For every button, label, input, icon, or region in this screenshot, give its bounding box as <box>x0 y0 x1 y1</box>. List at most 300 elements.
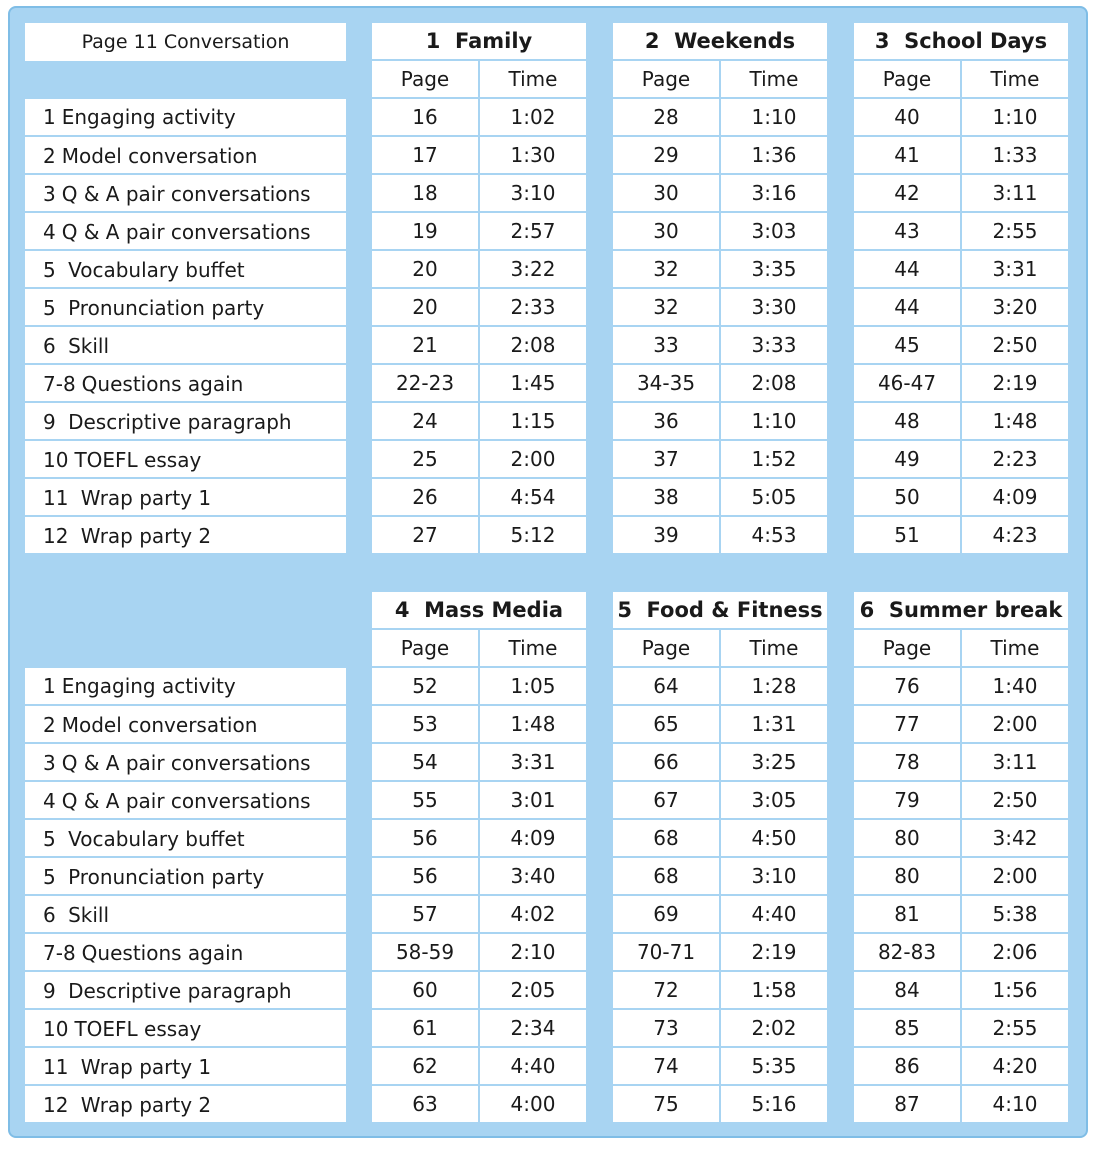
table-row <box>372 439 586 477</box>
page-cell: 73 <box>613 1010 721 1046</box>
page-cell: 50 <box>854 479 962 515</box>
table-row <box>613 249 827 287</box>
time-cell: 2:23 <box>992 447 1038 471</box>
unit-title: 4 Mass Media <box>372 592 586 630</box>
time-cell: 2:10 <box>510 940 556 964</box>
activity-label: Wrap party 1 <box>74 1055 212 1079</box>
page-cell: 56 <box>372 820 480 856</box>
table-row <box>854 325 1068 363</box>
time-cell: 2:00 <box>510 447 556 471</box>
activity-label: Engaging activity <box>61 105 236 129</box>
time-cell: 4:23 <box>992 523 1038 547</box>
time-cell: 4:02 <box>510 902 556 926</box>
time-cell: 1:36 <box>751 143 797 167</box>
activity-list-2 <box>25 668 346 1122</box>
activity-number: 6 <box>43 334 56 358</box>
activity-number: 1 <box>43 105 56 129</box>
table-row <box>854 97 1068 135</box>
time-cell: 1:10 <box>992 105 1038 129</box>
time-cell: 2:50 <box>992 788 1038 812</box>
page-cell: 32 <box>613 289 721 325</box>
table-row <box>854 932 1068 970</box>
page-cell: 62 <box>372 1048 480 1084</box>
time-cell: 1:15 <box>510 409 556 433</box>
page-cell: 54 <box>372 744 480 780</box>
page-column-header: Page <box>372 61 480 97</box>
page-cell: 37 <box>613 441 721 477</box>
table-row <box>372 818 586 856</box>
page-cell: 44 <box>854 289 962 325</box>
table-row <box>613 515 827 553</box>
page-cell: 69 <box>613 896 721 932</box>
table-row <box>854 894 1068 932</box>
page-cell: 20 <box>372 251 480 287</box>
time-cell: 5:38 <box>992 902 1038 926</box>
page-cell: 21 <box>372 327 480 363</box>
time-cell: 2:50 <box>992 333 1038 357</box>
table-row <box>372 477 586 515</box>
page-cell: 38 <box>613 479 721 515</box>
page-cell: 49 <box>854 441 962 477</box>
table-row <box>372 894 586 932</box>
unit-table-4 <box>372 592 586 1122</box>
time-column-header: Time <box>749 636 799 660</box>
activity-label: Model conversation <box>61 144 258 168</box>
page-cell: 24 <box>372 403 480 439</box>
table-row <box>372 666 586 704</box>
activity-number: 1 <box>43 674 56 698</box>
page-column-header: Page <box>613 61 721 97</box>
time-cell: 2:55 <box>992 219 1038 243</box>
activity-label: Q & A pair conversations <box>61 751 311 775</box>
time-cell: 1:02 <box>510 105 556 129</box>
page-cell: 61 <box>372 1010 480 1046</box>
time-column-header: Time <box>508 67 558 91</box>
table-row <box>372 515 586 553</box>
table-row <box>372 932 586 970</box>
table-row <box>854 742 1068 780</box>
time-cell: 4:20 <box>992 1054 1038 1078</box>
unit-table-6 <box>854 592 1068 1122</box>
page-cell: 30 <box>613 213 721 249</box>
table-row <box>854 1084 1068 1122</box>
time-cell: 5:05 <box>751 485 797 509</box>
table-row <box>854 515 1068 553</box>
time-column-header: Time <box>749 67 799 91</box>
activity-number: 10 <box>43 1017 69 1041</box>
time-cell: 3:25 <box>751 750 797 774</box>
activity-row <box>25 173 346 213</box>
activity-number: 3 <box>43 751 56 775</box>
page-cell: 30 <box>613 175 721 211</box>
activity-number: 5 <box>43 865 56 889</box>
activity-label: Pronunciation party <box>61 865 265 889</box>
activity-label: Wrap party 1 <box>74 486 212 510</box>
table-row <box>854 439 1068 477</box>
table-row <box>372 1046 586 1084</box>
time-cell: 4:09 <box>992 485 1038 509</box>
table-row <box>372 742 586 780</box>
activity-number: 12 <box>43 1093 69 1117</box>
table-row <box>854 477 1068 515</box>
table-row <box>854 211 1068 249</box>
time-cell: 1:40 <box>992 674 1038 698</box>
table-row <box>613 401 827 439</box>
activity-row <box>25 668 346 704</box>
activity-number: 6 <box>43 903 56 927</box>
time-cell: 3:11 <box>992 181 1038 205</box>
activity-number: 3 <box>43 182 56 206</box>
page-cell: 63 <box>372 1086 480 1122</box>
unit-title: 6 Summer break <box>854 592 1068 630</box>
page-cell: 82-83 <box>854 934 962 970</box>
time-cell: 3:03 <box>751 219 797 243</box>
table-row <box>372 287 586 325</box>
page-cell: 39 <box>613 517 721 553</box>
page-cell: 78 <box>854 744 962 780</box>
page-cell: 32 <box>613 251 721 287</box>
table-row <box>613 173 827 211</box>
time-cell: 1:48 <box>510 712 556 736</box>
time-cell: 1:10 <box>751 105 797 129</box>
unit-table-5 <box>613 592 827 1122</box>
activity-label: Pronunciation party <box>61 296 265 320</box>
time-cell: 2:02 <box>751 1016 797 1040</box>
activity-label: Questions again <box>81 941 244 965</box>
page-title: Page 11 Conversation <box>25 23 346 61</box>
table-row <box>854 401 1068 439</box>
activity-number: 5 <box>43 258 56 282</box>
page-cell: 29 <box>613 137 721 173</box>
activity-label: Descriptive paragraph <box>61 410 292 434</box>
activity-label: Vocabulary buffet <box>61 258 245 282</box>
page-cell: 42 <box>854 175 962 211</box>
table-row <box>613 477 827 515</box>
activity-row <box>25 1084 346 1124</box>
page-cell: 79 <box>854 782 962 818</box>
table-row <box>613 135 827 173</box>
time-cell: 4:10 <box>992 1092 1038 1116</box>
page-cell: 19 <box>372 213 480 249</box>
time-cell: 4:40 <box>751 902 797 926</box>
time-cell: 2:00 <box>992 864 1038 888</box>
activity-row <box>25 894 346 934</box>
page-cell: 41 <box>854 137 962 173</box>
page-cell: 17 <box>372 137 480 173</box>
time-cell: 1:10 <box>751 409 797 433</box>
time-cell: 4:50 <box>751 826 797 850</box>
activity-label: Skill <box>61 334 110 358</box>
activity-row <box>25 856 346 896</box>
page-cell: 46-47 <box>854 365 962 401</box>
time-cell: 2:19 <box>992 371 1038 395</box>
time-cell: 3:10 <box>510 181 556 205</box>
table-row <box>372 780 586 818</box>
time-cell: 3:30 <box>751 295 797 319</box>
page-column-header: Page <box>372 630 480 666</box>
time-cell: 1:52 <box>751 447 797 471</box>
page-cell: 43 <box>854 213 962 249</box>
activity-label: Descriptive paragraph <box>61 979 292 1003</box>
page-cell: 40 <box>854 99 962 135</box>
table-row <box>854 704 1068 742</box>
activity-label: Skill <box>61 903 110 927</box>
activity-row <box>25 704 346 744</box>
page-cell: 18 <box>372 175 480 211</box>
activity-number: 2 <box>43 144 56 168</box>
page-cell: 22-23 <box>372 365 480 401</box>
page-cell: 77 <box>854 706 962 742</box>
table-row <box>372 1008 586 1046</box>
table-row <box>854 818 1068 856</box>
time-column-header: Time <box>990 636 1040 660</box>
table-row <box>372 970 586 1008</box>
page-cell: 81 <box>854 896 962 932</box>
time-cell: 3:40 <box>510 864 556 888</box>
page-cell: 68 <box>613 820 721 856</box>
page-cell: 86 <box>854 1048 962 1084</box>
table-row <box>372 704 586 742</box>
activity-row <box>25 439 346 479</box>
unit-title: 2 Weekends <box>613 23 827 61</box>
table-row <box>613 818 827 856</box>
page-cell: 80 <box>854 820 962 856</box>
time-cell: 2:19 <box>751 940 797 964</box>
activity-row <box>25 1046 346 1086</box>
unit-table-3 <box>854 23 1068 553</box>
page-cell: 76 <box>854 668 962 704</box>
page-cell: 48 <box>854 403 962 439</box>
activity-row <box>25 99 346 135</box>
table-row <box>613 1046 827 1084</box>
activity-row <box>25 249 346 289</box>
time-cell: 2:08 <box>510 333 556 357</box>
page-cell: 75 <box>613 1086 721 1122</box>
time-cell: 3:35 <box>751 257 797 281</box>
table-row <box>372 856 586 894</box>
table-row <box>372 135 586 173</box>
time-cell: 1:31 <box>751 712 797 736</box>
page-cell: 27 <box>372 517 480 553</box>
activity-number: 11 <box>43 1055 69 1079</box>
page-cell: 45 <box>854 327 962 363</box>
page-cell: 55 <box>372 782 480 818</box>
activity-label: Wrap party 2 <box>74 524 212 548</box>
activity-row <box>25 818 346 858</box>
time-cell: 2:33 <box>510 295 556 319</box>
time-cell: 5:35 <box>751 1054 797 1078</box>
page-cell: 53 <box>372 706 480 742</box>
time-cell: 1:48 <box>992 409 1038 433</box>
table-row <box>372 249 586 287</box>
page-cell: 52 <box>372 668 480 704</box>
activity-number: 10 <box>43 448 69 472</box>
activity-number: 5 <box>43 296 56 320</box>
activity-row <box>25 401 346 441</box>
time-cell: 4:09 <box>510 826 556 850</box>
table-row <box>854 970 1068 1008</box>
page-column-header: Page <box>613 630 721 666</box>
activity-number: 2 <box>43 713 56 737</box>
activity-row <box>25 135 346 175</box>
activity-list-1 <box>25 99 346 553</box>
activity-label: Q & A pair conversations <box>61 182 311 206</box>
table-row <box>613 856 827 894</box>
activity-label: Q & A pair conversations <box>61 789 311 813</box>
table-row <box>613 1084 827 1122</box>
table-row <box>854 856 1068 894</box>
unit-table-1 <box>372 23 586 553</box>
activity-row <box>25 477 346 517</box>
page-column-header: Page <box>854 630 962 666</box>
time-cell: 3:16 <box>751 181 797 205</box>
table-row <box>613 325 827 363</box>
activity-number: 5 <box>43 827 56 851</box>
page-cell: 56 <box>372 858 480 894</box>
time-cell: 3:05 <box>751 788 797 812</box>
page-cell: 34-35 <box>613 365 721 401</box>
page-cell: 60 <box>372 972 480 1008</box>
page-cell: 87 <box>854 1086 962 1122</box>
time-cell: 1:05 <box>510 674 556 698</box>
page-cell: 80 <box>854 858 962 894</box>
activity-row <box>25 742 346 782</box>
activity-number: 4 <box>43 220 56 244</box>
unit-table-2 <box>613 23 827 553</box>
activity-number: 4 <box>43 789 56 813</box>
time-cell: 2:06 <box>992 940 1038 964</box>
table-row <box>613 97 827 135</box>
page-column-header: Page <box>854 61 962 97</box>
table-row <box>613 894 827 932</box>
activity-number: 7-8 <box>43 372 76 396</box>
time-cell: 4:53 <box>751 523 797 547</box>
page-cell: 25 <box>372 441 480 477</box>
activity-label: Questions again <box>81 372 244 396</box>
time-cell: 2:55 <box>992 1016 1038 1040</box>
table-row <box>613 439 827 477</box>
page-cell: 58-59 <box>372 934 480 970</box>
time-cell: 3:20 <box>992 295 1038 319</box>
time-cell: 4:54 <box>510 485 556 509</box>
activity-row <box>25 780 346 820</box>
time-cell: 3:31 <box>992 257 1038 281</box>
table-row <box>854 1046 1068 1084</box>
table-row <box>854 287 1068 325</box>
activity-label: TOEFL essay <box>74 1017 202 1041</box>
table-row <box>613 287 827 325</box>
time-cell: 3:22 <box>510 257 556 281</box>
table-row <box>372 325 586 363</box>
page-cell: 67 <box>613 782 721 818</box>
page-cell: 74 <box>613 1048 721 1084</box>
table-row <box>854 173 1068 211</box>
time-cell: 2:00 <box>992 712 1038 736</box>
unit-title: 5 Food & Fitness <box>613 592 827 630</box>
page-cell: 66 <box>613 744 721 780</box>
time-cell: 2:34 <box>510 1016 556 1040</box>
activity-row <box>25 287 346 327</box>
time-cell: 3:31 <box>510 750 556 774</box>
time-cell: 2:57 <box>510 219 556 243</box>
time-cell: 3:33 <box>751 333 797 357</box>
table-row <box>372 363 586 401</box>
time-cell: 4:00 <box>510 1092 556 1116</box>
page-cell: 85 <box>854 1010 962 1046</box>
activity-label: Engaging activity <box>61 674 236 698</box>
table-row <box>613 780 827 818</box>
activity-number: 12 <box>43 524 69 548</box>
table-row <box>854 363 1068 401</box>
activity-label: Model conversation <box>61 713 258 737</box>
activity-label: Wrap party 2 <box>74 1093 212 1117</box>
table-row <box>854 780 1068 818</box>
table-row <box>613 742 827 780</box>
activity-label: TOEFL essay <box>74 448 202 472</box>
page-cell: 84 <box>854 972 962 1008</box>
time-cell: 2:05 <box>510 978 556 1002</box>
time-cell: 4:40 <box>510 1054 556 1078</box>
time-cell: 2:08 <box>751 371 797 395</box>
page-cell: 20 <box>372 289 480 325</box>
table-row <box>372 1084 586 1122</box>
activity-row <box>25 363 346 403</box>
table-row <box>613 363 827 401</box>
activity-row <box>25 970 346 1010</box>
page-cell: 26 <box>372 479 480 515</box>
activity-row <box>25 1008 346 1048</box>
time-cell: 3:11 <box>992 750 1038 774</box>
table-row <box>613 704 827 742</box>
table-row <box>372 211 586 249</box>
page-cell: 28 <box>613 99 721 135</box>
time-cell: 1:45 <box>510 371 556 395</box>
time-cell: 5:16 <box>751 1092 797 1116</box>
table-row <box>372 401 586 439</box>
activity-number: 11 <box>43 486 69 510</box>
page-cell: 44 <box>854 251 962 287</box>
table-row <box>372 173 586 211</box>
unit-title: 1 Family <box>372 23 586 61</box>
table-row <box>854 249 1068 287</box>
table-row <box>854 666 1068 704</box>
time-cell: 1:28 <box>751 674 797 698</box>
activity-row <box>25 932 346 972</box>
page-cell: 65 <box>613 706 721 742</box>
unit-title: 3 School Days <box>854 23 1068 61</box>
table-row <box>613 970 827 1008</box>
table-row <box>613 932 827 970</box>
page-cell: 64 <box>613 668 721 704</box>
page-cell: 72 <box>613 972 721 1008</box>
table-row <box>854 1008 1068 1046</box>
page-cell: 57 <box>372 896 480 932</box>
time-cell: 1:30 <box>510 143 556 167</box>
time-cell: 5:12 <box>510 523 556 547</box>
time-cell: 1:33 <box>992 143 1038 167</box>
time-cell: 1:58 <box>751 978 797 1002</box>
activity-number: 7-8 <box>43 941 76 965</box>
page-cell: 36 <box>613 403 721 439</box>
page-cell: 51 <box>854 517 962 553</box>
time-cell: 1:56 <box>992 978 1038 1002</box>
table-row <box>613 666 827 704</box>
page-cell: 68 <box>613 858 721 894</box>
time-cell: 3:42 <box>992 826 1038 850</box>
time-cell: 3:10 <box>751 864 797 888</box>
time-column-header: Time <box>508 636 558 660</box>
activity-row <box>25 211 346 251</box>
